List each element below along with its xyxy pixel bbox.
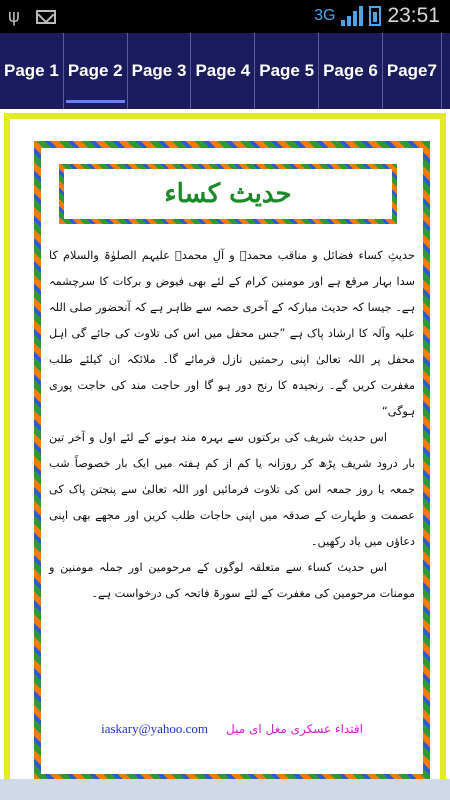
tab-page-7[interactable]: Page7 — [383, 33, 442, 109]
clock: 23:51 — [387, 4, 440, 27]
content-area[interactable] — [0, 109, 450, 800]
battery-icon — [369, 6, 381, 26]
paragraph: حدیثِ کساء فضائل و مناقب محمدؐ و آلِ محمدؑ علیہم الصلوٰۃ والسلام کا سدا بہار مرقع ہے اور مومنین کرام کے لئے بھی فیوض و برکات کا سرچشمہ ہے۔ جیسا کہ حدیث مبارکہ کے آخری حصہ سے ظاہر ہے کہ آنحضور صلی اللہ علیہ وآلہ کا ارشاد پاک ہے ”جس محفل میں اس کی تلاوت کی جائے گی اہل محفل پر اللہ تعالیٰ اپنی رحمتیں نازل فرمائے گا۔ ملائکہ ان کیلئے طلب مغفرت کریں گے۔ رنجیدہ کا رنج دور ہو گا اور حاجت مند کی حاجت پوری ہوگی“ — [49, 249, 415, 418]
next-image-strip — [0, 779, 450, 800]
tab-page-6[interactable]: Page 6 — [319, 33, 383, 109]
usb-icon: ψ — [8, 6, 20, 27]
document-body — [41, 148, 423, 774]
tab-page-5[interactable]: Page 5 — [255, 33, 319, 109]
title-box — [59, 164, 397, 224]
email-link[interactable]: iaskary@yahoo.com — [101, 721, 208, 736]
page-title: حدیث کساء — [164, 179, 292, 209]
tab-page-2[interactable]: Page 2 — [64, 33, 128, 109]
tab-page-1[interactable]: Page 1 — [0, 33, 64, 109]
tab-page-3[interactable]: Page 3 — [128, 33, 192, 109]
signal-icon — [341, 6, 363, 26]
hadith-text — [49, 243, 415, 607]
status-bar — [0, 0, 450, 33]
credit-label: اقتداء عسکری مغل ای میل — [226, 722, 363, 736]
network-type: 3G — [314, 7, 336, 24]
tab-bar — [0, 33, 450, 109]
contact-row — [41, 721, 423, 737]
mail-icon — [36, 10, 56, 24]
paragraph: اس حدیث کساء سے متعلقہ لوگوں کے مرحومین اور جملہ مومنین و مومنات مرحومین کی مغفرت کے لئے سورۃ فاتحہ کی درخواست ہے۔ — [49, 561, 415, 600]
tab-page-4[interactable]: Page 4 — [191, 33, 255, 109]
document-card — [34, 141, 430, 781]
paragraph: اس حدیث شریف کی برکتوں سے بہرہ مند ہونے کے لئے اول و آخر تین بار درود شریف پڑھ کر روزانہ یا کم از کم ہفتہ میں ایک بار خصوصاً شب جمعہ یا روز جمعہ اس کی تلاوت فرمائیں اور اللہ تعالیٰ سے پنجتن پاک کی عصمت و طہارت کے صدقہ میں اپنی حاجات طلب کریں اور مجھے بھی اپنی دعاؤں میں یاد رکھیں۔ — [49, 431, 415, 548]
page-frame — [4, 113, 446, 796]
